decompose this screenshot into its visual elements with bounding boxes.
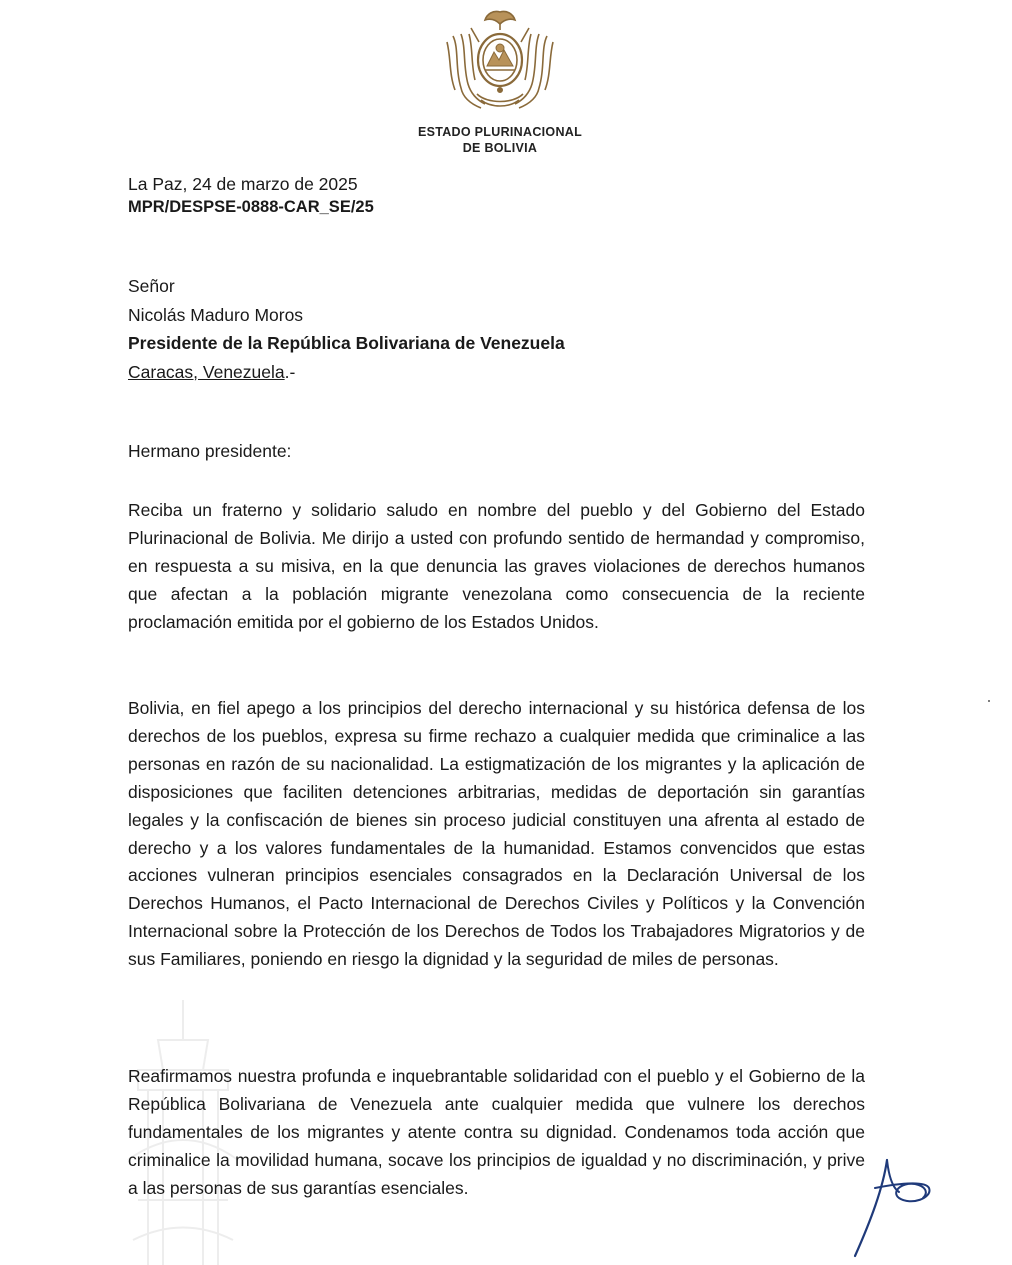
recipient-name: Nicolás Maduro Moros — [128, 304, 304, 325]
reference-number: MPR/DESPSE-0888-CAR_SE/25 — [128, 198, 374, 216]
recipient-title: Señor — [128, 276, 175, 296]
body-paragraph-1: Reciba un fraterno y solidario saludo en nombre del pueblo y del Gobierno del Estado Plurinacional de Bolivia. Me dirijo a usted con profundo sentido de hermandad y compromiso, en respuesta a su misiva, en la que denuncia las graves violaciones de derechos humanos que afectan a la población migrante venezolana como consecuencia de la reciente proclamación emitida por el gobierno de los Estados Unidos. — [128, 500, 865, 632]
coat-of-arms-icon — [441, 8, 559, 114]
letterhead — [380, 8, 620, 156]
signature-initial-icon — [845, 1158, 945, 1258]
place-and-date: La Paz, 24 de marzo de 2025 — [128, 174, 358, 194]
state-name-line1: ESTADO PLURINACIONAL — [417, 125, 583, 139]
body-paragraph-3: Reafirmamos nuestra profunda e inquebrantable solidaridad con el pueblo y el Gobierno de la República Bolivariana de Venezuela ante cualquier medida que vulnere los derechos fundamentales de los migrantes y atente contra su dignidad. Condenamos toda acción que criminalice la movilidad humana, socave los principios de igualdad y no discriminación, y prive a las personas de sus garantías esenciales. — [128, 1066, 865, 1198]
recipient-city-suffix: .- — [284, 361, 296, 382]
recipient-position: Presidente de la República Bolivariana de Venezuela — [128, 333, 565, 353]
salutation: Hermano presidente: — [128, 441, 292, 461]
state-name — [380, 124, 620, 156]
recipient-block — [128, 272, 565, 386]
state-name-line2: DE BOLIVIA — [462, 141, 538, 155]
speck — [988, 700, 990, 702]
body-paragraph-2: Bolivia, en fiel apego a los principios del derecho internacional y su histórica defensa de los derechos de los pueblos, expresa su firme rechazo a cualquier medida que criminalice a las personas en razón de su nacionalidad. La estigmatización de los migrantes y la aplicación de disposiciones que faciliten detenciones arbitrarias, medidas de deportación sin garantías legales y la confiscación de bienes sin proceso judicial constituyen una afrenta al estado de derecho y a los valores fundamentales de la humanidad. Estamos convencidos que estas acciones vulneran principios esenciales consagrados en la Declaración Universal de los Derechos Humanos, el Pacto Internacional de Derechos Civiles y Políticos y la Convención Internacional sobre la Protección de los Derechos de Todos los Trabajadores Migratorios y de sus Familiares, poniendo en riesgo la dignidad y la seguridad de miles de personas. — [128, 698, 865, 970]
recipient-address — [128, 358, 565, 387]
recipient-city: Caracas, Venezuela — [128, 361, 285, 382]
